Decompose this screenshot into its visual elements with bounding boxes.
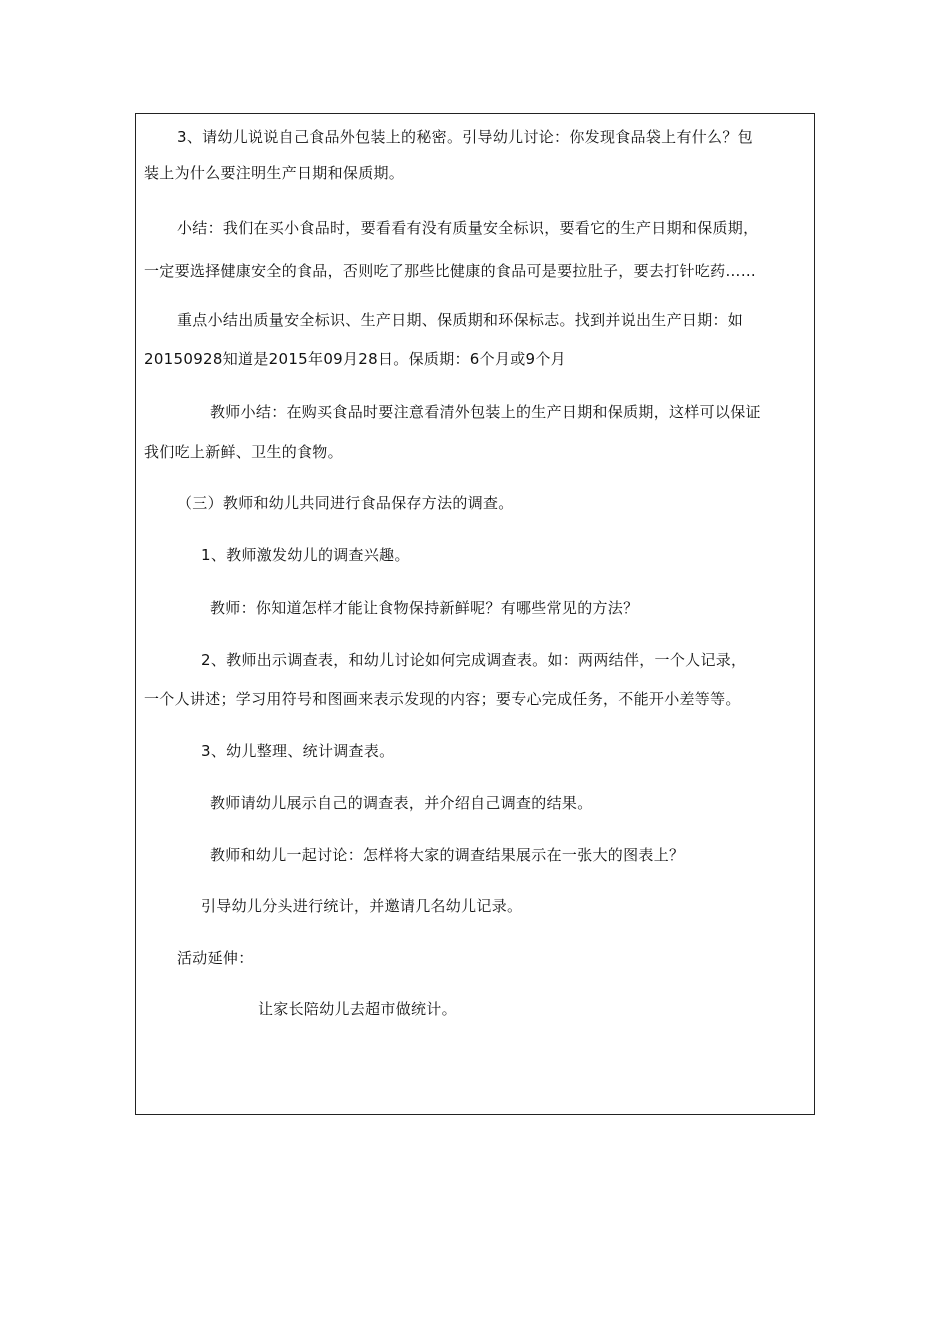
paragraph-line-15: 教师请幼儿展示自己的调查表，并介绍自己调查的结果。 <box>210 794 593 812</box>
paragraph-line-5: 重点小结出质量安全标识、生产日期、保质期和环保标志。找到并说出生产日期：如 <box>177 311 744 329</box>
paragraph-line-9: （三）教师和幼儿共同进行食品保存方法的调查。 <box>177 494 514 512</box>
paragraph-line-1: 3、请幼儿说说自己食品外包装上的秘密。引导幼儿讨论：你发现食品袋上有什么？包 <box>177 128 753 146</box>
paragraph-line-4: 一定要选择健康安全的食品，否则吃了那些比健康的食品可是要拉肚子，要去打针吃药…… <box>144 262 757 280</box>
paragraph-line-14: 3、幼儿整理、统计调查表。 <box>201 742 395 760</box>
paragraph-line-10: 1、教师激发幼儿的调查兴趣。 <box>201 546 410 564</box>
paragraph-line-13: 一个人讲述；学习用符号和图画来表示发现的内容；要专心完成任务，不能开小差等等。 <box>144 690 741 708</box>
paragraph-line-2: 装上为什么要注明生产日期和保质期。 <box>144 164 405 182</box>
paragraph-line-8: 我们吃上新鲜、卫生的食物。 <box>144 443 343 461</box>
paragraph-line-18: 活动延伸： <box>177 949 254 967</box>
paragraph-line-6: 20150928知道是2015年09月28日。保质期：6个月或9个月 <box>144 350 566 368</box>
paragraph-line-17: 引导幼儿分头进行统计，并邀请几名幼儿记录。 <box>201 897 523 915</box>
paragraph-line-12: 2、教师出示调查表，和幼儿讨论如何完成调查表。如：两两结伴，一个人记录， <box>201 651 747 669</box>
paragraph-line-19: 让家长陪幼儿去超市做统计。 <box>258 1000 457 1018</box>
paragraph-line-11: 教师：你知道怎样才能让食物保持新鲜呢？有哪些常见的方法？ <box>210 599 639 617</box>
paragraph-line-3: 小结：我们在买小食品时，要看看有没有质量安全标识，要看它的生产日期和保质期， <box>177 219 759 237</box>
paragraph-line-7: 教师小结：在购买食品时要注意看清外包装上的生产日期和保质期，这样可以保证 <box>210 403 761 421</box>
paragraph-line-16: 教师和幼儿一起讨论：怎样将大家的调查结果展示在一张大的图表上？ <box>210 846 685 864</box>
